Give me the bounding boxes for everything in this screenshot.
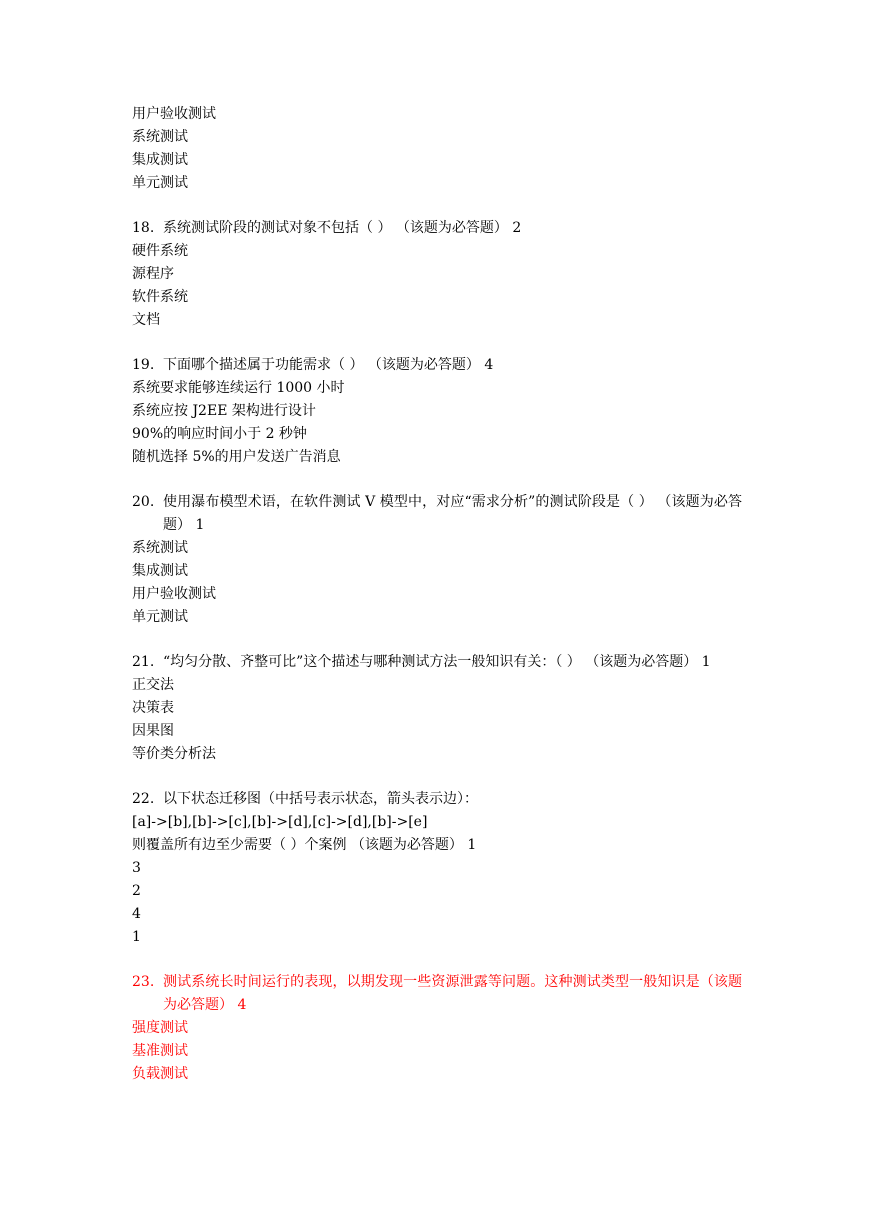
option: 1	[132, 929, 141, 945]
question-number: 20.	[132, 494, 155, 510]
question-line-3: 则覆盖所有边至少需要（ ）个案例 （该题为必答题） 1	[132, 837, 477, 853]
q17-options	[132, 103, 742, 195]
q17-option-3: 集成测试	[132, 152, 188, 168]
question-number: 19.	[132, 357, 155, 373]
option: 用户验收测试	[132, 586, 216, 602]
option: 2	[132, 883, 141, 899]
question-text: 系统测试阶段的测试对象不包括（ ） （该题为必答题） 2	[163, 220, 522, 236]
question-text: 使用瀑布模型术语，在软件测试 V 模型中，对应“需求分析”的测试阶段是（ ） （该题为必答题） 1	[163, 494, 742, 533]
question-number: 18.	[132, 220, 155, 236]
option: 正交法	[132, 677, 174, 693]
question-20	[132, 491, 742, 629]
option: 系统测试	[132, 540, 188, 556]
option: 集成测试	[132, 563, 188, 579]
option: 文档	[132, 312, 160, 328]
option: 硬件系统	[132, 243, 188, 259]
question-number: 23.	[132, 974, 155, 990]
document-page	[132, 103, 742, 1086]
question-number: 22.	[132, 791, 155, 807]
question-22	[132, 788, 742, 949]
option: 系统应按 J2EE 架构进行设计	[132, 403, 316, 419]
question-text: 下面哪个描述属于功能需求（ ） （该题为必答题） 4	[163, 357, 494, 373]
option: 源程序	[132, 266, 174, 282]
option: 软件系统	[132, 289, 188, 305]
q17-option-4: 单元测试	[132, 175, 188, 191]
option: 负载测试	[132, 1066, 188, 1082]
q17-option-2: 系统测试	[132, 129, 188, 145]
option: 单元测试	[132, 609, 188, 625]
question-23	[132, 971, 742, 1086]
question-number: 21.	[132, 654, 155, 670]
option: 3	[132, 860, 141, 876]
question-18	[132, 217, 742, 332]
option: 随机选择 5%的用户发送广告消息	[132, 449, 341, 465]
option: 决策表	[132, 700, 174, 716]
option: 强度测试	[132, 1020, 188, 1036]
option: 4	[132, 906, 141, 922]
option: 90%的响应时间小于 2 秒钟	[132, 426, 307, 442]
question-text: 测试系统长时间运行的表现，以期发现一些资源泄露等问题。这种测试类型一般知识是（该题为必答题） 4	[163, 974, 742, 1013]
option: 系统要求能够连续运行 1000 小时	[132, 380, 345, 396]
question-line-2: [a]->[b],[b]->[c],[b]->[d],[c]->[d],[b]->[e]	[132, 814, 428, 830]
question-text: “均匀分散、齐整可比”这个描述与哪种测试方法一般知识有关：（ ） （该题为必答题） 1	[163, 654, 711, 670]
question-21	[132, 651, 742, 766]
question-19	[132, 354, 742, 469]
option: 基准测试	[132, 1043, 188, 1059]
option: 等价类分析法	[132, 746, 216, 762]
option: 因果图	[132, 723, 174, 739]
question-text: 以下状态迁移图（中括号表示状态，箭头表示边）：	[163, 791, 478, 807]
q17-option-1: 用户验收测试	[132, 106, 216, 122]
